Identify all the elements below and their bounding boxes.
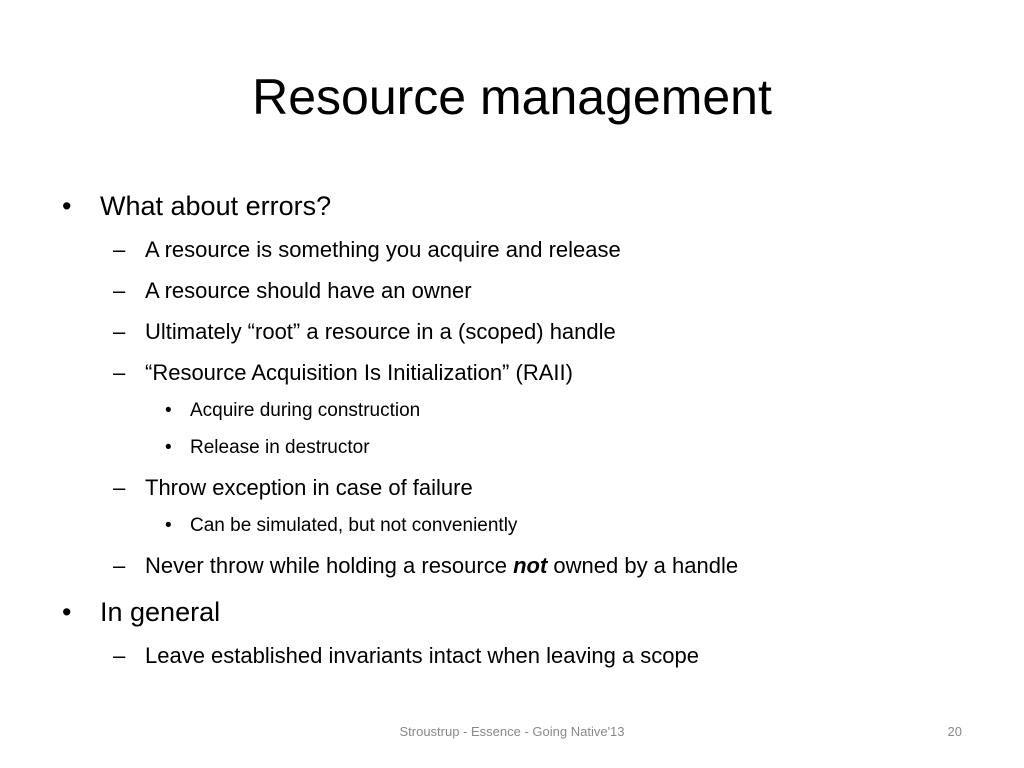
bullet-marker: • (62, 191, 72, 221)
sub-bullet-text: “Resource Acquisition Is Initialization” (RAII) (145, 360, 573, 385)
sub-bullet-text: Leave established invariants intact when leaving a scope (145, 643, 700, 668)
text-part: owned by a handle (547, 553, 739, 578)
dash-marker: – (113, 475, 126, 500)
bullet-marker: • (62, 597, 72, 627)
sub-bullet-text: Ultimately “root” a resource in a (scoped) handle (145, 319, 616, 344)
dash-marker: – (113, 643, 126, 668)
sub-sub-bullet-text: Acquire during construction (190, 400, 421, 421)
dash-marker: – (113, 360, 126, 385)
sub-bullet-text: A resource should have an owner (145, 278, 472, 303)
bullet-text: In general (100, 597, 221, 627)
footer-text: Stroustrup - Essence - Going Native'13 (399, 724, 625, 739)
sub-sub-bullet-text: Release in destructor (190, 437, 370, 458)
slide-title: Resource management (252, 69, 772, 125)
page-number: 20 (947, 724, 962, 739)
sub-sub-bullet-text: Can be simulated, but not conveniently (190, 515, 518, 536)
bullet-text: What about errors? (100, 191, 332, 221)
emphasized-word: not (513, 553, 548, 578)
bullet-marker: • (165, 400, 172, 421)
dash-marker: – (113, 553, 126, 578)
dash-marker: – (113, 237, 126, 262)
sub-bullet-text: Throw exception in case of failure (145, 475, 473, 500)
sub-bullet-text (145, 552, 738, 580)
bullet-marker: • (165, 515, 172, 536)
dash-marker: – (113, 278, 126, 303)
dash-marker: – (113, 319, 126, 344)
bullet-marker: • (165, 437, 172, 458)
sub-bullet-text: A resource is something you acquire and release (145, 237, 621, 262)
text-part: Never throw while holding a resource (145, 553, 514, 578)
